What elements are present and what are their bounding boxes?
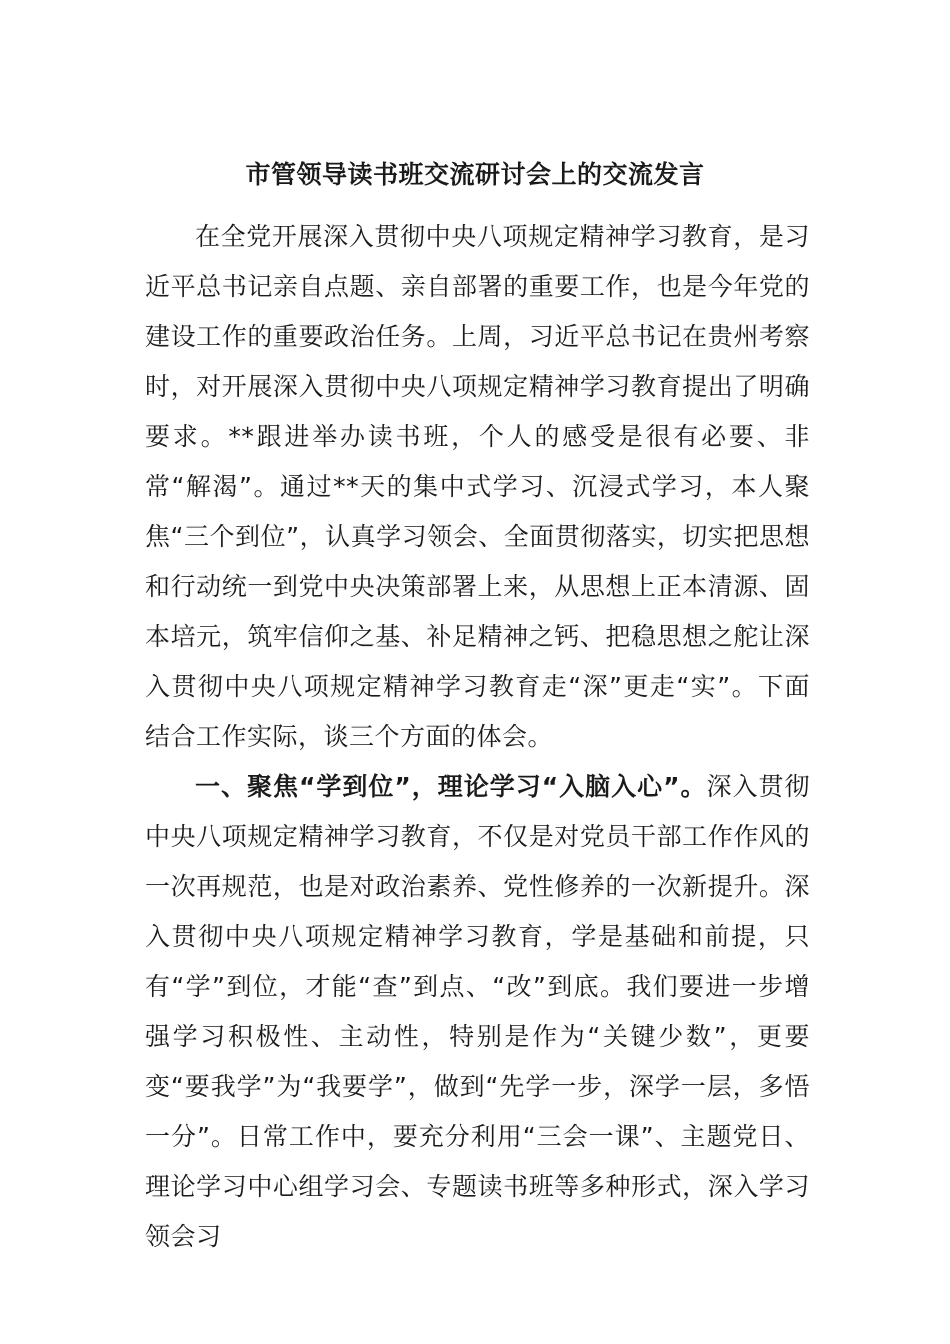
section-one-heading: 一、聚焦“学到位”，理论学习“入脑入心”。 <box>195 772 707 801</box>
intro-paragraph <box>145 212 810 762</box>
intro-paragraph-text: 在全党开展深入贯彻中央八项规定精神学习教育，是习近平总书记亲自点题、亲自部署的重要工作，也是今年党的建设工作的重要政治任务。上周，习近平总书记在贵州考察时，对开展深入贯彻中央八项规定精神学习教育提出了明确要求。**跟进举办读书班，个人的感受是很有必要、非常“解渴”。通过**天的集中式学习、沉浸式学习，本人聚焦“三个到位”，认真学习领会、全面贯彻落实，切实把思想和行动统一到党中央决策部署上来，从思想上正本清源、固本培元，筑牢信仰之基、补足精神之钙、把稳思想之舵让深入贯彻中央八项规定精神学习教育走“深”更走“实”。下面结合工作实际，谈三个方面的体会。 <box>145 222 810 751</box>
section-one-text: 深入贯彻中央八项规定精神学习教育，不仅是对党员干部工作作风的一次再规范，也是对政治素养、党性修养的一次新提升。深入贯彻中央八项规定精神学习教育，学是基础和前提，只有“学”到位，才能“查”到点、“改”到底。我们要进一步增强学习积极性、主动性，特别是作为“关键少数”，更要变“要我学”为“我要学”，做到“先学一步，深学一层，多悟一分”。日常工作中，要充分利用“三会一课”、主题党日、理论学习中心组学习会、专题读书班等多种形式，深入学习领会习 <box>145 772 810 1251</box>
document-title: 市管领导读书班交流研讨会上的交流发言 <box>245 160 705 189</box>
document-body <box>145 212 810 1262</box>
section-one-paragraph <box>145 762 810 1262</box>
